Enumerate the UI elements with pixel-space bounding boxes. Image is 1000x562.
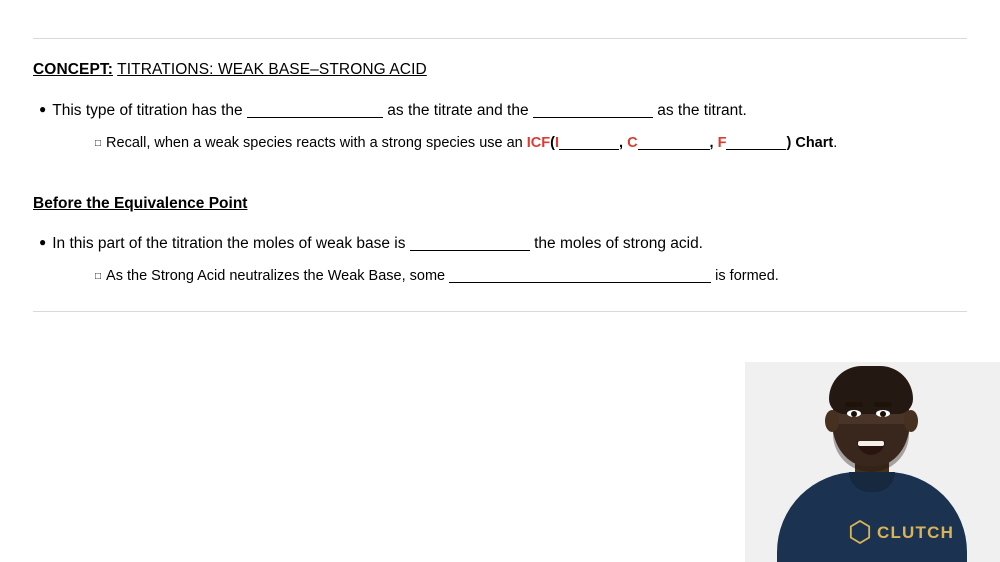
presenter-video[interactable] [745,362,1000,562]
presenter-eyebrow-left [845,402,863,407]
sub1-period: . [833,135,838,151]
blank-final[interactable] [726,149,786,150]
bullet1-text-c: as the titrant. [657,102,747,119]
slide-content [33,60,973,296]
bullet1-text-a: This type of titration has the [52,102,243,119]
icf-c: C [627,135,638,151]
presenter-ear-left [825,410,839,432]
square-bullet-icon: □ [95,138,102,149]
presenter-pupil-right [880,411,886,417]
concept-label: CONCEPT: [33,61,114,78]
sub2-text-a: As the Strong Acid neutralizes the Weak Base, some [106,268,446,284]
hexagon-icon [849,520,871,544]
bullet-dot-icon: ● [39,102,47,116]
icf-label: ICF [526,135,551,151]
bullet-moles-comparison [33,231,973,255]
blank-initial[interactable] [559,149,619,150]
bullet-titrate-titrant [33,98,973,122]
concept-heading [33,60,973,80]
presenter-hair [829,366,913,414]
concept-title: TITRATIONS: WEAK BASE–STRONG ACID [117,61,427,78]
paren-open: ( [550,135,555,151]
sub2-text-b: is formed. [715,268,779,284]
bullet2-text-a: In this part of the titration the moles of weak base is [52,235,406,252]
bullet2-text-b: the moles of strong acid. [534,235,703,252]
paren-close: ) [786,135,792,151]
icf-f: F [717,135,727,151]
blank-titrant[interactable] [533,117,653,118]
blank-product[interactable] [449,282,711,283]
blank-change[interactable] [638,149,710,150]
comma-2: , [709,135,714,151]
presenter-ear-right [904,410,918,432]
sub1-text-a: Recall, when a weak species reacts with a strong species use an [106,135,523,151]
bullet-dot-icon-2: ● [39,235,47,249]
subbullet-product-formed [95,265,973,288]
blank-titrate[interactable] [247,117,383,118]
divider-top [33,38,967,39]
presenter-pupil-left [851,411,857,417]
presenter-teeth [858,441,884,446]
comma-1: , [619,135,624,151]
divider-bottom [33,311,967,312]
chart-label: Chart [795,135,834,151]
bullet1-text-b: as the titrate and the [387,102,529,119]
subbullet-icf-chart [95,132,973,155]
section-heading-before-equivalence: Before the Equivalence Point [33,195,248,212]
square-bullet-icon-2: □ [95,271,102,282]
brand-wordmark: CLUTCH [877,523,955,542]
presenter-eyebrow-right [874,402,892,407]
icf-i: I [554,135,559,151]
blank-comparison[interactable] [410,250,530,251]
